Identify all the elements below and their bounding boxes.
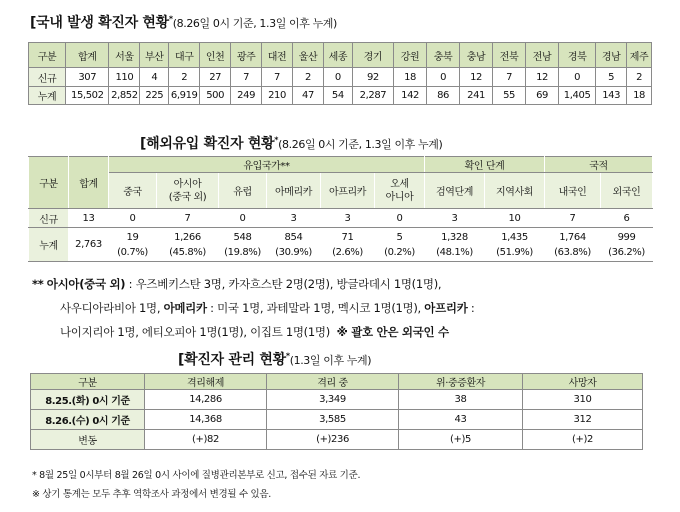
management-title: [178, 349, 371, 369]
cum-percent: (63.8%): [554, 246, 591, 258]
cum-value: 1,266: [174, 231, 201, 243]
data-cell: 13: [69, 209, 109, 228]
data-cell: [545, 228, 601, 262]
overseas-header-row-1: [29, 157, 653, 173]
data-cell: 0: [323, 68, 352, 87]
table-row: [31, 390, 643, 410]
header-cell: 전북: [493, 43, 526, 68]
data-cell: 7: [262, 68, 293, 87]
header-cell: 격리해제: [145, 374, 267, 390]
data-cell: 7: [157, 209, 219, 228]
data-cell: 47: [293, 87, 324, 105]
header-cell: 합계: [69, 157, 109, 209]
cum-percent: (0.7%): [117, 246, 148, 258]
data-cell: 241: [460, 87, 493, 105]
asia-label: 아시아(중국 외): [46, 277, 126, 291]
header-cell: 아프리카: [321, 173, 375, 209]
header-group-inflow: 유입국가**: [109, 157, 425, 173]
header-group-stage: 확인 단계: [425, 157, 545, 173]
cum-percent: (2.6%): [332, 246, 363, 258]
data-cell: 2,852: [109, 87, 140, 105]
data-cell: 0: [559, 68, 596, 87]
data-cell: 6: [601, 209, 653, 228]
data-cell: 7: [231, 68, 262, 87]
cum-percent: (45.8%): [169, 246, 206, 258]
cum-value: 999: [617, 231, 636, 243]
data-cell: [425, 228, 485, 262]
management-table: [30, 373, 643, 450]
data-cell: 2: [293, 68, 324, 87]
inflow-footnote-line-2: [60, 300, 474, 316]
data-cell: 0: [109, 209, 157, 228]
data-cell: 7: [493, 68, 526, 87]
africa-label: 아프리카: [424, 301, 468, 315]
data-cell: 312: [523, 410, 643, 430]
header-cell: 외국인: [601, 173, 653, 209]
data-cell: 142: [394, 87, 427, 105]
data-cell: 307: [66, 68, 109, 87]
header-cell: [157, 173, 219, 209]
data-cell: 12: [460, 68, 493, 87]
header-cell: 강원: [394, 43, 427, 68]
data-cell: 55: [493, 87, 526, 105]
data-cell: (+)2: [523, 430, 643, 450]
header-cell: 전남: [526, 43, 559, 68]
data-cell: [109, 228, 157, 262]
domestic-table: [28, 42, 652, 105]
data-cell: 0: [427, 68, 460, 87]
header-cell: 사망자: [523, 374, 643, 390]
header-cell-line: 아시아: [173, 178, 202, 190]
data-cell: 6,919: [169, 87, 200, 105]
data-cell: 1,405: [559, 87, 596, 105]
header-cell: 유럽: [219, 173, 267, 209]
america-text: : 미국 1명, 과테말라 1명, 멕시코 1명(1명),: [210, 301, 421, 315]
domestic-header-row: [29, 43, 652, 68]
data-cell: 54: [323, 87, 352, 105]
row-label: 변동: [31, 430, 145, 450]
africa-text-cont: 나이지리아 1명, 에티오피아 1명(1명), 이집트 1명(1명): [60, 325, 330, 339]
footnote-bullet: **: [32, 277, 44, 291]
overseas-table: [28, 156, 653, 262]
cum-value: 5: [396, 231, 403, 243]
overseas-title-main: [해외유입 확진자 현황: [140, 136, 275, 152]
header-cell: 구분: [31, 374, 145, 390]
cum-percent: (19.8%): [224, 246, 261, 258]
domestic-title-star: *: [168, 14, 173, 24]
overseas-title-sub: (8.26일 0시 기준, 1.3일 이후 누계): [278, 138, 443, 151]
row-label: 신규: [29, 68, 66, 87]
data-cell: (+)5: [399, 430, 523, 450]
header-cell: 인천: [200, 43, 231, 68]
cum-value: 1,435: [501, 231, 528, 243]
cum-value: 1,764: [559, 231, 586, 243]
data-cell: 92: [352, 68, 393, 87]
cum-value: 548: [233, 231, 252, 243]
table-row: [29, 228, 653, 262]
data-cell: 2: [627, 68, 652, 87]
header-cell: 경기: [352, 43, 393, 68]
header-cell-line: 아니아: [385, 191, 414, 203]
header-cell: 충남: [460, 43, 493, 68]
table-row: [31, 430, 643, 450]
data-cell: [157, 228, 219, 262]
data-cell: 500: [200, 87, 231, 105]
cum-percent: (0.2%): [384, 246, 415, 258]
cum-value: 1,328: [441, 231, 468, 243]
header-cell: 충북: [427, 43, 460, 68]
data-cell: 14,286: [145, 390, 267, 410]
data-cell: [267, 228, 321, 262]
data-cell: 2,763: [69, 228, 109, 262]
header-cell: 광주: [231, 43, 262, 68]
data-cell: 310: [523, 390, 643, 410]
data-cell: 110: [109, 68, 140, 87]
management-title-star: *: [285, 351, 290, 361]
cum-percent: (51.9%): [496, 246, 533, 258]
data-cell: 5: [596, 68, 627, 87]
header-cell: 위·중증환자: [399, 374, 523, 390]
data-cell: 12: [526, 68, 559, 87]
header-cell: 검역단계: [425, 173, 485, 209]
cum-percent: (48.1%): [436, 246, 473, 258]
data-cell: 69: [526, 87, 559, 105]
data-cell: 4: [140, 68, 169, 87]
header-cell: 지역사회: [485, 173, 545, 209]
data-cell: 38: [399, 390, 523, 410]
header-cell: 제주: [627, 43, 652, 68]
table-row: [29, 68, 652, 87]
data-cell: 249: [231, 87, 262, 105]
data-cell: 14,368: [145, 410, 267, 430]
data-cell: 3: [321, 209, 375, 228]
data-cell: 18: [627, 87, 652, 105]
header-cell-line: 오세: [390, 178, 409, 190]
data-cell: 15,502: [66, 87, 109, 105]
header-cell: 중국: [109, 173, 157, 209]
data-cell: [321, 228, 375, 262]
data-cell: 0: [375, 209, 425, 228]
management-header-row: [31, 374, 643, 390]
header-cell: 대전: [262, 43, 293, 68]
data-cell: [601, 228, 653, 262]
data-cell: 43: [399, 410, 523, 430]
data-cell: 86: [427, 87, 460, 105]
inflow-footnote-line-3: [60, 324, 449, 340]
header-cell: 대구: [169, 43, 200, 68]
cum-percent: (30.9%): [275, 246, 312, 258]
data-cell: 7: [545, 209, 601, 228]
header-cell: 구분: [29, 43, 66, 68]
header-cell: 격리 중: [267, 374, 399, 390]
overseas-header-row-2: [29, 173, 653, 209]
data-cell: 225: [140, 87, 169, 105]
header-cell: 서울: [109, 43, 140, 68]
data-cell: (+)236: [267, 430, 399, 450]
bottom-note-1: * 8월 25일 0시부터 8월 26일 0시 사이에 질병관리본부로 신고, 접수된 자료 기준.: [32, 470, 361, 481]
data-cell: 3: [267, 209, 321, 228]
data-cell: 2,287: [352, 87, 393, 105]
header-group-nation: 국적: [545, 157, 653, 173]
data-cell: 210: [262, 87, 293, 105]
row-label: 8.25.(화) 0시 기준: [31, 390, 145, 410]
america-label: 아메리카: [163, 301, 207, 315]
data-cell: 3,585: [267, 410, 399, 430]
bottom-note-2: ※ 상기 통계는 모두 추후 역학조사 과정에서 변경될 수 있음.: [32, 489, 272, 500]
data-cell: [219, 228, 267, 262]
header-cell: 아메리카: [267, 173, 321, 209]
row-label: 8.26.(수) 0시 기준: [31, 410, 145, 430]
management-title-main: [확진자 관리 현황: [178, 352, 286, 368]
paren-note: ※ 괄호 안은 외국인 수: [336, 325, 449, 339]
data-cell: [485, 228, 545, 262]
table-row: [29, 87, 652, 105]
cum-value: 71: [341, 231, 354, 243]
inflow-footnote-line-1: [32, 276, 441, 292]
header-cell: 구분: [29, 157, 69, 209]
header-cell: 부산: [140, 43, 169, 68]
data-cell: 0: [219, 209, 267, 228]
asia-text: : 우즈베키스탄 3명, 카자흐스탄 2명(2명), 방글라데시 1명(1명),: [128, 277, 442, 291]
data-cell: 2: [169, 68, 200, 87]
header-cell: [375, 173, 425, 209]
domestic-title-main: [국내 발생 확진자 현황: [30, 15, 169, 31]
domestic-title: [30, 12, 337, 32]
cum-percent: (36.2%): [608, 246, 645, 258]
row-label: 신규: [29, 209, 69, 228]
row-label: 누계: [29, 87, 66, 105]
overseas-title-star: *: [274, 135, 279, 145]
data-cell: 10: [485, 209, 545, 228]
africa-text: :: [470, 301, 475, 315]
header-cell: 세종: [323, 43, 352, 68]
data-cell: 3,349: [267, 390, 399, 410]
management-title-sub: (1.3일 이후 누계): [289, 354, 372, 367]
header-cell: 내국인: [545, 173, 601, 209]
data-cell: 27: [200, 68, 231, 87]
table-row: [31, 410, 643, 430]
cum-value: 19: [126, 231, 139, 243]
data-cell: 143: [596, 87, 627, 105]
domestic-title-sub: (8.26일 0시 기준, 1.3일 이후 누계): [172, 17, 337, 30]
header-cell: 합계: [66, 43, 109, 68]
header-cell: 경남: [596, 43, 627, 68]
row-label: 누계: [29, 228, 69, 262]
data-cell: [375, 228, 425, 262]
asia-text-cont: 사우디아라비아 1명,: [60, 301, 161, 315]
header-cell: 울산: [293, 43, 324, 68]
overseas-title: [140, 133, 442, 153]
data-cell: (+)82: [145, 430, 267, 450]
cum-value: 854: [284, 231, 303, 243]
data-cell: 3: [425, 209, 485, 228]
header-cell-line: (중국 외): [168, 191, 207, 203]
table-row: [29, 209, 653, 228]
data-cell: 18: [394, 68, 427, 87]
header-cell: 경북: [559, 43, 596, 68]
